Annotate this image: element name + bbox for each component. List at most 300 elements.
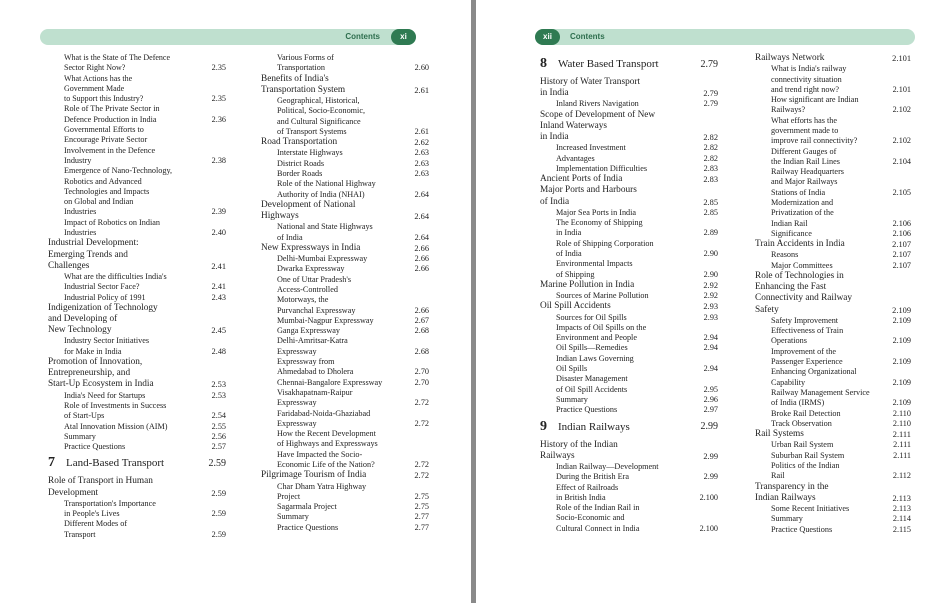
chapter-number: 8 [540,56,547,71]
entry-title: Ganga Expressway [277,326,340,336]
toc-entry[interactable] [261,137,429,148]
page-ref: 2.85 [703,207,718,217]
page-ref: 2.72 [414,471,429,481]
page-ref: 2.53 [211,380,226,390]
page-ref: 2.35 [211,94,226,104]
page-ref: 2.66 [414,243,429,253]
entry-title: Practice Questions [771,524,833,534]
page-ref: 2.72 [414,398,429,408]
entry-title: Major Committees [771,260,833,270]
page-ref: 2.72 [414,460,429,470]
page-ref: 2.70 [414,367,429,377]
toc-entry[interactable] [48,104,226,125]
toc-entry[interactable] [540,440,718,462]
page-ref: 2.38 [211,155,226,165]
page-ref: 2.93 [703,312,718,322]
entry-title: Rail Systems [755,429,804,440]
page-ref: 2.115 [892,524,911,534]
page-ref: 2.96 [703,394,718,404]
toc-entry[interactable] [755,461,911,482]
toc-entry[interactable] [755,388,911,409]
toc-entry[interactable] [755,326,911,347]
entry-title: Transparency in the Indian Railways [755,481,829,503]
toc-entry[interactable] [540,503,718,534]
toc-entry[interactable] [48,238,226,272]
toc-entry[interactable] [540,164,718,174]
entry-title: Improvement of the Passenger Experience [771,346,843,367]
toc-entry[interactable] [540,323,718,344]
page-ref: 2.59 [211,509,226,519]
entry-title: Governmental Efforts to Encourage Private Sector Involvement in the Defence Industry [64,125,156,165]
page-ref: 2.107 [892,250,911,260]
entry-title: History of Water Transport in India [540,77,641,99]
toc-entry[interactable] [261,357,429,378]
entry-title: Practice Questions [64,442,126,452]
page-ref: 2.83 [703,163,718,173]
page-ref: 2.77 [414,522,429,532]
toc-entry[interactable] [540,174,718,185]
page-ref: 2.82 [703,153,718,163]
entry-title: Different Gauges of the Indian Rail Lines [771,146,840,166]
entry-title: Role of the National Highway Authority of India (NHAI) [277,179,376,199]
running-header [40,29,416,45]
toc-entry[interactable] [261,53,429,74]
entry-title: What are the difficulties India's Industrial Sector Face? [64,271,167,292]
page-ref: 2.92 [703,291,718,301]
entry-title: Development of National Highways [261,199,356,222]
entry-title: Politics of the Indian Rail [771,460,840,481]
entry-title: Char Dham Yatra Highway Project [277,481,367,501]
entry-title: Border Roads [277,168,323,178]
entry-title: Indian Laws Governing Oil Spills [556,353,634,374]
toc-entry[interactable] [261,96,429,137]
toc-entry[interactable] [261,378,429,388]
chapter-heading[interactable] [540,56,718,72]
toc-entry[interactable] [540,218,718,239]
toc-entry[interactable] [48,442,226,452]
entry-title: Sagarmala Project [277,502,337,512]
toc-entry[interactable] [540,395,718,405]
toc-entry[interactable] [755,429,911,440]
page-ref: 2.66 [414,264,429,274]
toc-entry[interactable] [48,519,226,540]
page-ref: 2.110 [892,418,911,428]
page-ref: 2.79 [700,58,718,70]
toc-entry[interactable] [48,499,226,520]
entry-title: How significant are Indian Railways? [771,95,859,115]
entry-title: Track Observation [771,418,832,428]
toc-entry[interactable] [540,110,718,144]
toc-entry[interactable] [261,179,429,200]
page-ref: 2.41 [211,282,226,292]
toc-entry[interactable] [48,391,226,401]
page-ref: 2.101 [892,84,911,94]
toc-entry[interactable] [755,367,911,388]
page-ref: 2.99 [703,472,718,482]
entry-title: Industry Sector Initiatives for Make in India [64,336,150,356]
toc-entry[interactable] [540,313,718,323]
page-ref: 2.60 [414,63,429,73]
page-ref: 2.72 [414,418,429,428]
page-ref: 2.102 [892,105,911,115]
entry-title: Major Ports and Harbours of India [540,185,637,207]
entry-title: Inland Rivers Navigation [556,99,639,109]
page-ref: 2.40 [211,228,226,238]
toc-entry[interactable] [261,74,429,96]
header-label: Contents [345,32,380,41]
entry-title: What is the State of The Defence Sector Right Now? [64,53,171,73]
page-ref: 2.63 [414,148,429,158]
toc-entry[interactable] [540,462,718,483]
page-ref: 2.85 [703,197,718,207]
page-ref: 2.64 [414,232,429,242]
page-ref: 2.66 [414,254,429,264]
toc-entry[interactable] [261,388,429,409]
entry-title: Safety Improvement [771,315,839,325]
page-ref: 2.64 [414,211,429,221]
entry-title: Oil Spill Accidents [540,301,611,312]
toc-entry[interactable] [755,198,911,229]
toc-entry[interactable] [48,303,226,337]
entry-title: National and State Highways of India [277,222,373,242]
chapter-heading[interactable] [540,419,718,435]
page-ref: 2.106 [892,218,911,228]
entry-title: Significance [771,228,812,238]
toc-entry[interactable] [755,53,911,64]
entry-title: Railways Network [755,53,825,63]
toc-entry[interactable] [48,166,226,217]
toc-entry[interactable] [540,405,718,415]
entry-title: What Actions has the Government Made to Support this Industry? [64,73,144,104]
toc-entry[interactable] [540,239,718,260]
page-ref: 2.55 [211,421,226,431]
page-ref: 2.101 [892,53,911,63]
entry-title: The Economy of Shipping in India [556,218,643,238]
toc-entry[interactable] [261,159,429,169]
toc-entry[interactable] [261,254,429,264]
toc-entry[interactable] [48,74,226,105]
page-ref: 2.99 [703,451,718,461]
entry-title: Railway Management Service of India (IRMS) [771,387,870,408]
toc-entry[interactable] [540,185,718,207]
toc-entry[interactable] [48,272,226,293]
entry-title: Delhi-Amritsar-Katra Expressway [277,336,348,356]
toc-entry[interactable] [755,440,911,450]
toc-entry[interactable] [261,429,429,470]
entry-title: India's Need for Startups [64,390,146,400]
page-ref: 2.109 [892,357,911,367]
page-ref: 2.99 [700,421,718,433]
toc-entry[interactable] [540,301,718,312]
toc-column [261,53,429,533]
toc-entry[interactable] [261,264,429,274]
page-ref: 2.95 [703,384,718,394]
entry-title: Some Recent Initiatives [771,503,850,513]
toc-entry[interactable] [755,64,911,95]
entry-title: Delhi-Mumbai Expressway [277,254,368,264]
page-ref: 2.111 [893,440,911,450]
entry-title: New Expressways in India [261,242,361,253]
page-ref: 2.109 [892,377,911,387]
toc-entry[interactable] [755,116,911,147]
entry-title: What is India's railway connectivity situation and trend right now? [771,64,847,94]
page-ref: 2.43 [211,292,226,302]
page-number-badge: xii [535,29,560,45]
page-ref: 2.53 [211,390,226,400]
page-ref: 2.100 [699,523,718,533]
entry-title: What efforts has the government made to improve rail connectivity? [771,115,858,146]
toc-entry[interactable] [261,222,429,243]
entry-title: Sources of Marine Pollution [556,291,649,301]
page-ref: 2.62 [414,138,429,148]
entry-title: Indian Railway—Development During the British Era [556,461,659,482]
chapter-number: 7 [48,455,55,471]
entry-title: Geographical, Historical, Political, Socio-Economic, and Cultural Significance of Transport Systems [277,96,365,136]
toc-entry[interactable] [540,208,718,218]
entry-title: District Roads [277,158,325,168]
toc-entry[interactable] [755,95,911,116]
entry-title: Promotion of Innovation, Entrepreneurship, and Start-Up Ecosystem in India [48,357,154,390]
chapter-heading[interactable] [48,455,226,471]
chapter-title: Land-Based Transport [66,457,165,470]
page-ref: 2.94 [703,364,718,374]
page-ref: 2.48 [211,346,226,356]
entry-title: Various Forms of Transportation [277,53,334,73]
entry-title: Industrial Development: Emerging Trends and Challenges [48,238,139,271]
page-ref: 2.68 [414,326,429,336]
toc-entry[interactable] [755,409,911,419]
page-ref: 2.75 [414,491,429,501]
page-ref: 2.100 [699,492,718,502]
entry-title: Broke Rail Detection [771,408,841,418]
page-ref: 2.97 [703,405,718,415]
page-ref: 2.113 [892,493,911,503]
left-page [0,0,471,603]
toc-entry[interactable] [261,316,429,326]
page-ref: 2.41 [211,261,226,271]
page-ref: 2.82 [703,133,718,143]
page-ref: 2.109 [892,305,911,315]
entry-title: Road Transportation [261,137,338,148]
chapter-title: Indian Railways [558,420,630,433]
toc-entry[interactable] [540,259,718,280]
entry-title: Advantages [556,153,595,163]
page-ref: 2.61 [414,85,429,95]
toc-entry[interactable] [261,482,429,503]
page-ref: 2.94 [703,333,718,343]
page-ref: 2.110 [892,408,911,418]
entry-title: Scope of Development of New Inland Waterways in India [540,109,656,143]
entry-title: Increased Investment [556,143,626,153]
entry-title: Expressway from Ahmedabad to Dholera [277,357,354,377]
toc-entry[interactable] [48,476,226,498]
toc-entry[interactable] [48,422,226,432]
entry-title: Pilgrimage Tourism of India [261,470,367,481]
toc-entry[interactable] [261,512,429,522]
entry-title: Chennai-Bangalore Expressway [277,377,383,387]
page-ref: 2.89 [703,228,718,238]
toc-entry[interactable] [755,347,911,368]
toc-entry[interactable] [755,147,911,168]
page-number-badge: xi [391,29,416,45]
entry-title: Indigenization of Technology and Developing of New Technology [48,302,158,336]
page-ref: 2.77 [414,512,429,522]
toc-entry[interactable] [540,154,718,164]
toc-entry[interactable] [755,504,911,514]
page-ref: 2.83 [703,175,718,185]
entry-title: Summary [64,431,96,441]
toc-entry[interactable] [755,167,911,198]
toc-entry[interactable] [755,419,911,429]
entry-title: Role of Shipping Corporation of India [556,238,654,258]
toc-entry[interactable] [48,293,226,303]
toc-column [540,53,718,534]
toc-entry[interactable] [261,169,429,179]
entry-title: Role of the Indian Rail in Socio-Economic and Cultural Connect in India [556,503,640,533]
entry-title: Transportation's Importance in People's Lives [64,498,156,519]
chapter-number: 9 [540,418,547,434]
header-label: Contents [570,32,605,41]
entry-title: Role of The Private Sector in Defence Production in India [64,104,160,124]
entry-title: Railway Headquarters and Major Railways Stations of India [771,167,844,197]
toc-entry[interactable] [755,316,911,326]
toc-entry[interactable] [48,401,226,422]
toc-entry[interactable] [261,200,429,222]
toc-entry[interactable] [755,250,911,260]
entry-title: Visakhapatnam-Raipur Expressway [277,387,353,408]
entry-title: Atal Innovation Mission (AIM) [64,421,168,431]
page-ref: 2.82 [703,143,718,153]
toc-entry[interactable] [261,243,429,254]
chapter-title: Water Based Transport [558,58,659,70]
toc-entry[interactable] [48,218,226,239]
page-ref: 2.35 [211,63,226,73]
toc-entry[interactable] [540,374,718,395]
entry-title: Oil Spills—Remedies [556,343,628,353]
page-ref: 2.56 [211,431,226,441]
toc-entry[interactable] [261,148,429,158]
page-ref: 2.107 [892,260,911,270]
toc-entry[interactable] [48,336,226,357]
entry-title: How the Recent Development of Highways and Expressways Have Impacted the Socio- Economic Life of the Nation? [277,429,378,470]
toc-entry[interactable] [261,523,429,533]
toc-entry[interactable] [261,409,429,430]
entry-title: Faridabad-Noida-Ghaziabad Expressway [277,408,371,428]
entry-title: Practice Questions [556,405,618,415]
toc-entry[interactable] [261,502,429,512]
toc-column [755,53,911,535]
entry-title: Different Modes of Transport [64,519,128,539]
toc-entry[interactable] [755,271,911,316]
entry-title: Disaster Management of Oil Spill Accidents [556,374,628,394]
entry-title: Emergence of Nano-Technology, Robotics and Advanced Technologies and Impacts on Global and Indian Industries [64,166,173,217]
page-ref: 2.64 [414,189,429,199]
entry-title: Benefits of India's Transportation System [261,73,346,95]
toc-entry[interactable] [48,125,226,166]
toc-entry[interactable] [755,261,911,271]
entry-title: Effectiveness of Train Operations [771,326,844,346]
page-ref: 2.67 [414,315,429,325]
toc-entry[interactable] [540,77,718,99]
entry-title: Marine Pollution in India [540,279,635,290]
entry-title: Summary [771,514,803,524]
toc-entry[interactable] [755,514,911,524]
toc-entry[interactable] [540,343,718,353]
right-page [476,0,948,603]
entry-title: Dwarka Expressway [277,264,345,274]
page-ref: 2.111 [893,450,911,460]
toc-entry[interactable] [48,53,226,74]
page-ref: 2.63 [414,168,429,178]
toc-entry[interactable] [261,336,429,357]
toc-entry[interactable] [261,275,429,316]
toc-entry[interactable] [261,326,429,336]
entry-title: Urban Rail System [771,440,834,450]
toc-entry[interactable] [540,99,718,109]
entry-title: Summary [556,394,588,404]
entry-title: Major Sea Ports in India [556,207,637,217]
page-ref: 2.104 [892,156,911,166]
page-ref: 2.94 [703,343,718,353]
entry-title: Effect of Railroads in British India [556,482,619,502]
entry-title: Modernization and Privatization of the Indian Rail [771,198,834,228]
entry-title: Train Accidents in India [755,239,845,250]
page-ref: 2.113 [892,503,911,513]
page-ref: 2.114 [892,514,911,524]
entry-title: Sources for Oil Spills [556,312,627,322]
page-ref: 2.79 [703,99,718,109]
toc-entry[interactable] [48,357,226,391]
page-ref: 2.59 [211,529,226,539]
entry-title: Impact of Robotics on Indian Industries [64,217,160,238]
page-ref: 2.106 [892,228,911,238]
entry-title: Ancient Ports of India [540,174,623,185]
toc-entry[interactable] [540,291,718,301]
page-ref: 2.109 [892,315,911,325]
toc-entry[interactable] [540,354,718,375]
page-ref: 2.59 [211,488,226,498]
entry-title: Enhancing Organizational Capability [771,367,857,387]
toc-entry[interactable] [755,451,911,461]
toc-entry[interactable] [755,239,911,250]
entry-title: Suburban Rail System [771,450,845,460]
toc-entry[interactable] [540,483,718,504]
entry-title: Implementation Difficulties [556,163,648,173]
entry-title: Reasons [771,250,799,260]
page-ref: 2.107 [892,240,911,250]
toc-entry[interactable] [261,470,429,481]
page-ref: 2.105 [892,187,911,197]
page-ref: 2.111 [892,430,911,440]
toc-column [48,53,226,540]
toc-entry[interactable] [540,280,718,291]
page-ref: 2.75 [414,502,429,512]
toc-entry[interactable] [48,432,226,442]
page-ref: 2.61 [414,126,429,136]
page-ref: 2.45 [211,326,226,336]
entry-title: Role of Investments in Success of Start-Ups [64,400,167,421]
toc-entry[interactable] [755,482,911,504]
toc-entry[interactable] [755,525,911,535]
page-ref: 2.90 [703,269,718,279]
entry-title: Mumbai-Nagpur Expressway [277,315,374,325]
toc-entry[interactable] [755,229,911,239]
entry-title: One of Uttar Pradesh's Access-Controlled Motorways, the Purvanchal Expressway [277,274,356,315]
running-header [535,29,915,45]
toc-entry[interactable] [540,143,718,153]
page-ref: 2.90 [703,249,718,258]
entry-title: History of the Indian Railways [540,439,618,461]
